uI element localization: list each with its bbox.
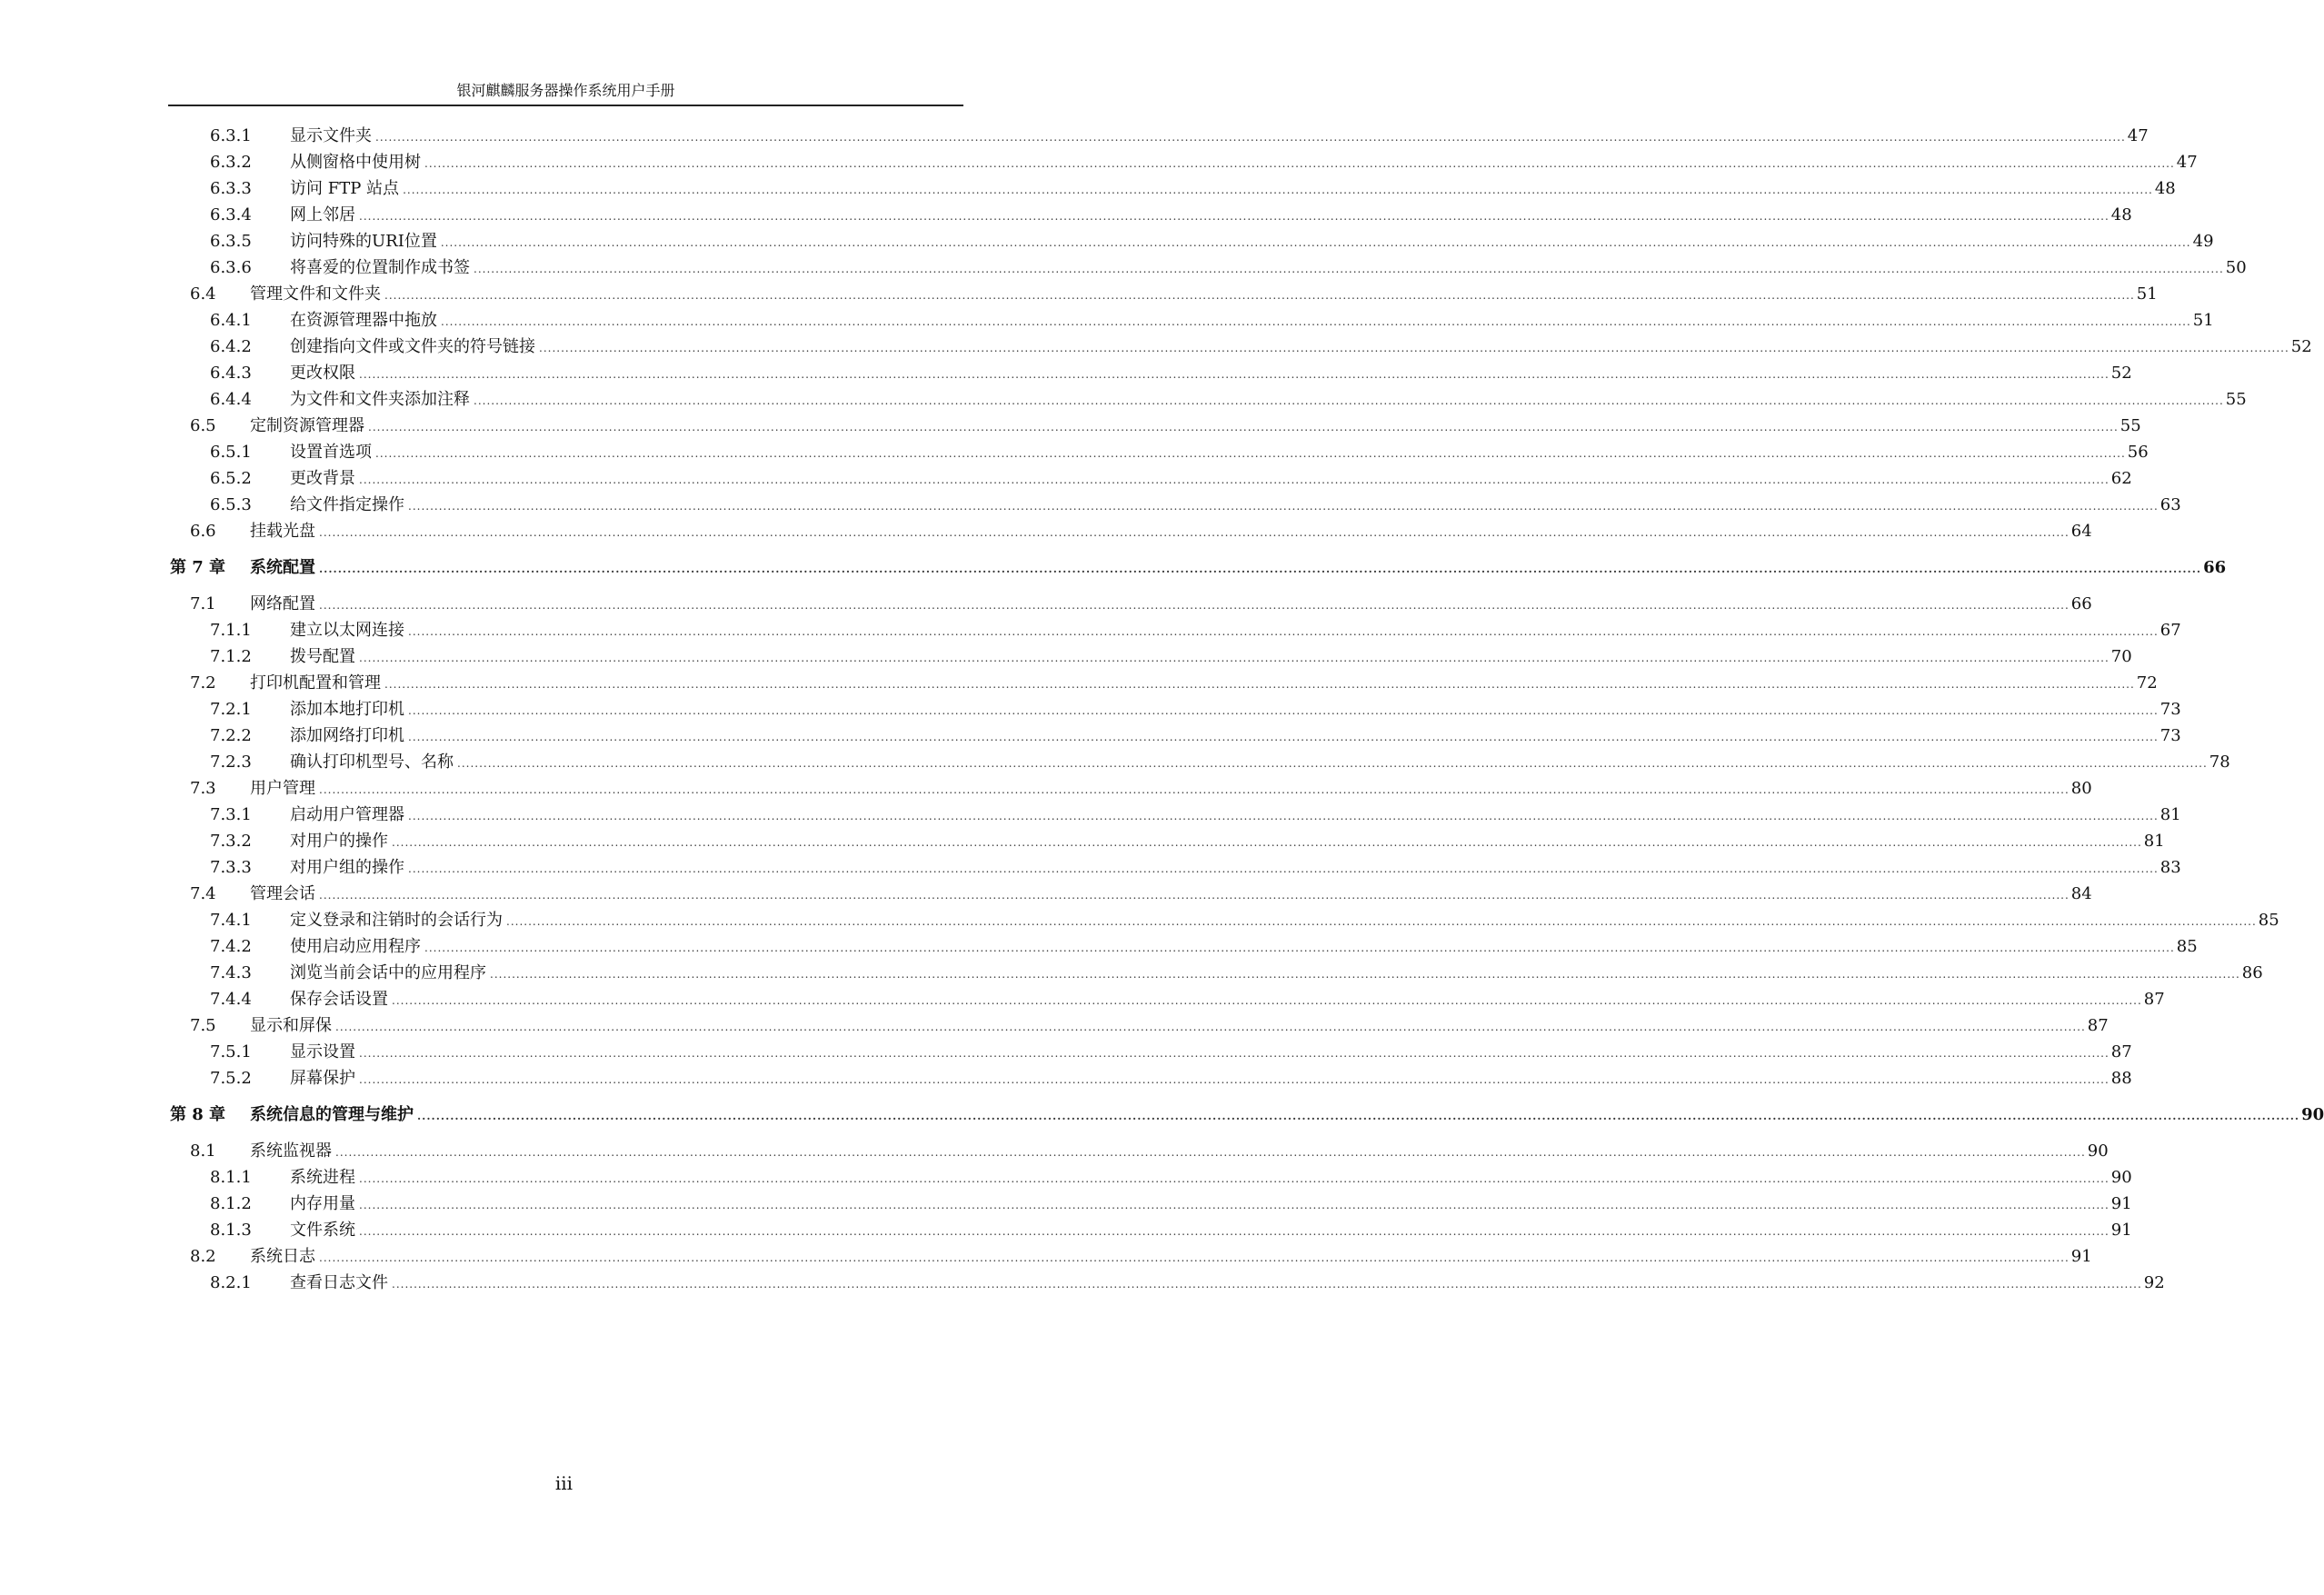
toc-entry-page: 81 xyxy=(2159,805,2181,824)
toc-entry-title: 更改背景 xyxy=(290,469,355,488)
toc-entry-page: 47 xyxy=(2127,126,2149,145)
toc-entry-number: 7.3.3 xyxy=(210,858,252,877)
toc-entry-title: 对用户组的操作 xyxy=(290,858,404,877)
toc-entry[interactable] xyxy=(0,1271,2165,1296)
toc-dot-leader: ................................................................................................................................................................................................................................................................................................................................................................................................................ xyxy=(539,342,2289,354)
toc-entry[interactable] xyxy=(0,961,2263,986)
toc-entry[interactable] xyxy=(0,334,2312,360)
toc-entry-page: 85 xyxy=(2258,911,2279,930)
toc-entry[interactable] xyxy=(0,493,2181,518)
toc-entry-number: 6.5 xyxy=(190,416,216,435)
toc-entry-title: 添加网络打印机 xyxy=(290,726,404,745)
toc-entry-number: 6.4.1 xyxy=(210,311,252,330)
toc-dot-leader: ................................................................................................................................................................................................................................................................................................................................................................................................................ xyxy=(403,184,2153,196)
toc-entry-page: 91 xyxy=(2070,1247,2092,1266)
toc-entry-title: 为文件和文件夹添加注释 xyxy=(290,390,470,409)
toc-entry-page: 88 xyxy=(2110,1069,2132,1088)
toc-entry[interactable] xyxy=(0,361,2132,386)
toc-entry-number: 8.1.1 xyxy=(210,1168,252,1187)
toc-entry-number: 6.3.3 xyxy=(210,179,252,198)
toc-entry-page: 48 xyxy=(2154,179,2176,198)
toc-dot-leader: ................................................................................................................................................................................................................................................................................................................................................................................................................ xyxy=(375,447,2126,460)
toc-entry-number: 6.5.3 xyxy=(210,495,252,514)
toc-entry-number: 7.4.3 xyxy=(210,963,252,982)
toc-entry[interactable] xyxy=(0,1040,2132,1065)
toc-dot-leader: ................................................................................................................................................................................................................................................................................................................................................................................................................ xyxy=(424,942,2175,954)
toc-entry-page: 90 xyxy=(2087,1141,2109,1161)
toc-entry-page: 73 xyxy=(2159,700,2181,719)
toc-entry-page: 83 xyxy=(2159,858,2181,877)
toc-dot-leader: ................................................................................................................................................................................................................................................................................................................................................................................................................ xyxy=(457,757,2208,770)
toc-entry-page: 92 xyxy=(2143,1273,2165,1292)
toc-dot-leader: ................................................................................................................................................................................................................................................................................................................................................................................................................ xyxy=(408,625,2159,638)
toc-entry-number: 7.1.2 xyxy=(210,647,252,666)
toc-entry[interactable] xyxy=(0,255,2247,281)
toc-entry[interactable] xyxy=(0,723,2181,749)
toc-entry-title: 对用户的操作 xyxy=(290,832,388,851)
toc-entry-title: 系统进程 xyxy=(290,1168,355,1187)
toc-entry-number: 7.3.1 xyxy=(210,805,252,824)
toc-entry[interactable] xyxy=(0,203,2132,228)
toc-entry-page: 86 xyxy=(2241,963,2263,982)
toc-dot-leader: ................................................................................................................................................................................................................................................................................................................................................................................................................ xyxy=(335,1021,2086,1033)
toc-entry-page: 72 xyxy=(2136,673,2158,693)
toc-entry-number: 6.5.1 xyxy=(210,443,252,462)
toc-entry-number: 7.3 xyxy=(190,779,216,798)
toc-entry-page: 80 xyxy=(2070,779,2092,798)
toc-dot-leader: ................................................................................................................................................................................................................................................................................................................................................................................................................ xyxy=(359,1225,2110,1238)
toc-entry-number: 8.2.1 xyxy=(210,1273,252,1292)
toc-entry[interactable] xyxy=(0,150,2198,175)
toc-entry-page: 78 xyxy=(2209,753,2230,772)
toc-entry-title: 浏览当前会话中的应用程序 xyxy=(290,963,486,982)
toc-entry-title: 网上邻居 xyxy=(290,205,355,224)
toc-entry-number: 7.5.2 xyxy=(210,1069,252,1088)
toc-dot-leader: ................................................................................................................................................................................................................................................................................................................................................................................................................ xyxy=(319,599,2070,612)
toc-dot-leader: ................................................................................................................................................................................................................................................................................................................................................................................................................ xyxy=(359,1199,2110,1211)
toc-dot-leader: ................................................................................................................................................................................................................................................................................................................................................................................................................ xyxy=(474,394,2224,407)
toc-entry[interactable] xyxy=(0,387,2247,413)
toc-entry-page: 51 xyxy=(2136,284,2158,304)
toc-entry-number: 7.4 xyxy=(190,884,216,903)
toc-entry-title: 访问 FTP 站点 xyxy=(290,179,400,198)
toc-entry-number: 8.2 xyxy=(190,1247,216,1266)
toc-dot-leader: ................................................................................................................................................................................................................................................................................................................................................................................................................ xyxy=(440,236,2191,249)
toc-entry-title: 建立以太网连接 xyxy=(290,621,404,640)
toc-dot-leader: ................................................................................................................................................................................................................................................................................................................................................................................................................ xyxy=(319,1251,2070,1264)
toc-entry[interactable] xyxy=(0,229,2214,254)
toc-entry-page: 73 xyxy=(2159,726,2181,745)
toc-entry-page: 85 xyxy=(2176,937,2198,956)
toc-entry-page: 91 xyxy=(2110,1221,2132,1240)
toc-entry-number: 6.5.2 xyxy=(210,469,252,488)
toc-entry-page: 67 xyxy=(2159,621,2181,640)
toc-dot-leader: ................................................................................................................................................................................................................................................................................................................................................................................................................ xyxy=(392,1278,2142,1291)
toc-entry[interactable] xyxy=(0,750,2230,775)
toc-dot-leader: ................................................................................................................................................................................................................................................................................................................................................................................................................ xyxy=(474,263,2224,275)
toc-entry-title: 打印机配置和管理 xyxy=(250,673,381,693)
toc-entry[interactable] xyxy=(0,1013,2109,1039)
toc-entry-number: 7.5 xyxy=(190,1016,216,1035)
toc-entry-number: 第 7 章 xyxy=(170,558,226,577)
toc-entry-title: 设置首选项 xyxy=(290,443,372,462)
toc-entry-page: 64 xyxy=(2070,522,2092,541)
toc-dot-leader: ................................................................................................................................................................................................................................................................................................................................................................................................................ xyxy=(392,994,2142,1007)
toc-entry[interactable] xyxy=(0,1139,2109,1164)
toc-entry[interactable] xyxy=(0,829,2165,854)
toc-entry-page: 81 xyxy=(2143,832,2165,851)
toc-dot-leader: ................................................................................................................................................................................................................................................................................................................................................................................................................ xyxy=(408,731,2159,743)
toc-entry-number: 6.6 xyxy=(190,522,216,541)
toc-entry-title: 系统配置 xyxy=(250,558,315,577)
toc-entry[interactable] xyxy=(0,1066,2132,1092)
toc-entry[interactable] xyxy=(0,1218,2132,1243)
toc-entry-page: 66 xyxy=(2203,558,2227,577)
toc-entry-title: 系统日志 xyxy=(250,1247,315,1266)
toc-entry[interactable] xyxy=(0,1244,2092,1270)
toc-entry[interactable] xyxy=(0,308,2214,334)
toc-entry-title: 显示文件夹 xyxy=(290,126,372,145)
toc-entry[interactable] xyxy=(0,592,2092,617)
toc-entry-page: 55 xyxy=(2225,390,2247,409)
toc-entry[interactable] xyxy=(0,908,2279,933)
toc-dot-leader: ................................................................................................................................................................................................................................................................................................................................................................................................................ xyxy=(359,652,2110,664)
toc-entry-title: 在资源管理器中拖放 xyxy=(290,311,437,330)
toc-entry-page: 90 xyxy=(2301,1105,2324,1124)
toc-dot-leader: ................................................................................................................................................................................................................................................................................................................................................................................................................ xyxy=(506,915,2257,928)
toc-entry-page: 48 xyxy=(2110,205,2132,224)
toc-dot-leader: ................................................................................................................................................................................................................................................................................................................................................................................................................ xyxy=(368,421,2119,434)
toc-entry[interactable] xyxy=(0,519,2092,544)
toc-dot-leader: ................................................................................................................................................................................................................................................................................................................................................................................................................ xyxy=(359,1047,2110,1060)
toc-entry[interactable] xyxy=(0,671,2158,696)
toc-entry[interactable] xyxy=(0,1165,2132,1191)
toc-entry-number: 7.2.2 xyxy=(210,726,252,745)
toc-entry-number: 7.4.1 xyxy=(210,911,252,930)
toc-entry-number: 6.4.3 xyxy=(210,364,252,383)
toc-entry-page: 91 xyxy=(2110,1194,2132,1213)
toc-entry[interactable] xyxy=(0,987,2165,1012)
toc-entry-title: 定制资源管理器 xyxy=(250,416,364,435)
toc-entry-title: 给文件指定操作 xyxy=(290,495,404,514)
toc-entry[interactable] xyxy=(0,802,2181,828)
toc-entry-page: 62 xyxy=(2110,469,2132,488)
toc-entry-number: 6.4 xyxy=(190,284,216,304)
toc-entry[interactable] xyxy=(0,618,2181,643)
toc-entry-title: 内存用量 xyxy=(290,1194,355,1213)
toc-dot-leader: ................................................................................................................................................................................................................................................................................................................................................................................................................ xyxy=(319,526,2070,539)
toc-entry-title: 系统信息的管理与维护 xyxy=(250,1105,414,1124)
toc-entry-title: 显示和屏保 xyxy=(250,1016,332,1035)
page-number: iii xyxy=(554,1472,574,1494)
toc-entry-page: 70 xyxy=(2110,647,2132,666)
toc-entry[interactable] xyxy=(0,440,2149,465)
toc-entry-number: 8.1.2 xyxy=(210,1194,252,1213)
toc-entry-title: 定义登录和注销时的会话行为 xyxy=(290,911,503,930)
toc-entry[interactable] xyxy=(0,124,2149,149)
toc-dot-leader: ................................................................................................................................................................................................................................................................................................................................................................................................................ xyxy=(359,1172,2110,1185)
toc-entry-page: 56 xyxy=(2127,443,2149,462)
toc-entry[interactable] xyxy=(0,282,2158,307)
toc-dot-leader: ................................................................................................................................................................................................................................................................................................................................................................................................................ xyxy=(359,210,2110,223)
toc-entry-number: 7.4.2 xyxy=(210,937,252,956)
toc-entry-page: 49 xyxy=(2192,232,2214,251)
toc-entry-title: 拨号配置 xyxy=(290,647,355,666)
toc-entry-number: 7.4.4 xyxy=(210,990,252,1009)
toc-dot-leader: ................................................................................................................................................................................................................................................................................................................................................................................................................ xyxy=(408,862,2159,875)
toc-dot-leader: ................................................................................................................................................................................................................................................................................................................................................................................................................ xyxy=(359,1073,2110,1086)
toc-entry-number: 7.3.2 xyxy=(210,832,252,851)
toc-entry[interactable] xyxy=(0,644,2132,670)
toc-dot-leader: ................................................................................................................................................................................................................................................................................................................................................................................................................ xyxy=(417,1110,2300,1122)
toc-dot-leader: ................................................................................................................................................................................................................................................................................................................................................................................................................ xyxy=(490,968,2240,981)
toc-entry-number: 7.5.1 xyxy=(210,1042,252,1062)
toc-entry-number: 7.1.1 xyxy=(210,621,252,640)
toc-dot-leader: ................................................................................................................................................................................................................................................................................................................................................................................................................ xyxy=(319,889,2070,902)
toc-dot-leader: ................................................................................................................................................................................................................................................................................................................................................................................................................ xyxy=(359,368,2110,381)
toc-dot-leader: ................................................................................................................................................................................................................................................................................................................................................................................................................ xyxy=(384,678,2135,691)
toc-entry-number: 7.2.3 xyxy=(210,753,252,772)
toc-entry[interactable] xyxy=(0,855,2181,881)
toc-dot-leader: ................................................................................................................................................................................................................................................................................................................................................................................................................ xyxy=(392,836,2142,849)
toc-entry-number: 7.2 xyxy=(190,673,216,693)
toc-entry-number: 6.4.4 xyxy=(210,390,252,409)
toc-entry-page: 51 xyxy=(2192,311,2214,330)
toc-entry-title: 查看日志文件 xyxy=(290,1273,388,1292)
toc-entry-title: 更改权限 xyxy=(290,364,355,383)
toc-entry-number: 第 8 章 xyxy=(170,1105,226,1124)
toc-entry[interactable] xyxy=(0,776,2092,802)
toc-dot-leader: ................................................................................................................................................................................................................................................................................................................................................................................................................ xyxy=(441,315,2191,328)
toc-entry-number: 6.3.4 xyxy=(210,205,252,224)
toc-entry-page: 87 xyxy=(2087,1016,2109,1035)
toc-entry-page: 87 xyxy=(2110,1042,2132,1062)
toc-entry-page: 50 xyxy=(2225,258,2247,277)
toc-entry-title: 管理文件和文件夹 xyxy=(250,284,381,304)
toc-dot-leader: ................................................................................................................................................................................................................................................................................................................................................................................................................ xyxy=(319,563,2202,575)
toc-entry[interactable] xyxy=(0,934,2198,960)
toc-dot-leader: ................................................................................................................................................................................................................................................................................................................................................................................................................ xyxy=(335,1146,2086,1159)
toc-dot-leader: ................................................................................................................................................................................................................................................................................................................................................................................................................ xyxy=(375,131,2126,144)
toc-dot-leader: ................................................................................................................................................................................................................................................................................................................................................................................................................ xyxy=(384,289,2135,302)
toc-entry-title: 管理会话 xyxy=(250,884,315,903)
toc-entry-page: 55 xyxy=(2120,416,2141,435)
toc-entry-number: 6.3.1 xyxy=(210,126,252,145)
toc-entry-page: 66 xyxy=(2070,594,2092,613)
toc-entry[interactable] xyxy=(0,176,2176,202)
toc-dot-leader: ................................................................................................................................................................................................................................................................................................................................................................................................................ xyxy=(359,474,2110,486)
toc-entry-title: 访问特殊的URI位置 xyxy=(290,232,437,251)
toc-entry-page: 52 xyxy=(2110,364,2132,383)
toc-entry-page: 90 xyxy=(2110,1168,2132,1187)
toc-dot-leader: ................................................................................................................................................................................................................................................................................................................................................................................................................ xyxy=(319,783,2070,796)
toc-entry-title: 从侧窗格中使用树 xyxy=(290,153,421,172)
toc-entry-title: 保存会话设置 xyxy=(290,990,388,1009)
toc-entry-page: 84 xyxy=(2070,884,2092,903)
toc-entry-page: 87 xyxy=(2143,990,2165,1009)
toc-entry-title: 确认打印机型号、名称 xyxy=(290,753,454,772)
toc-entry-title: 系统监视器 xyxy=(250,1141,332,1161)
toc-entry-title: 挂载光盘 xyxy=(250,522,315,541)
toc-entry-title: 网络配置 xyxy=(250,594,315,613)
toc-entry[interactable] xyxy=(0,555,2227,581)
toc-dot-leader: ................................................................................................................................................................................................................................................................................................................................................................................................................ xyxy=(424,157,2175,170)
toc-entry-title: 屏幕保护 xyxy=(290,1069,355,1088)
toc-entry-number: 6.3.2 xyxy=(210,153,252,172)
toc-entry-page: 47 xyxy=(2176,153,2198,172)
toc-entry[interactable] xyxy=(0,882,2092,907)
running-header: 银河麒麟服务器操作系统用户手册 xyxy=(456,82,675,99)
toc-entry-number: 6.3.6 xyxy=(210,258,252,277)
toc-entry-title: 创建指向文件或文件夹的符号链接 xyxy=(290,337,535,356)
toc-entry-number: 8.1.3 xyxy=(210,1221,252,1240)
toc-dot-leader: ................................................................................................................................................................................................................................................................................................................................................................................................................ xyxy=(408,704,2159,717)
toc-entry-number: 6.3.5 xyxy=(210,232,252,251)
toc-entry-title: 使用启动应用程序 xyxy=(290,937,421,956)
toc-entry-title: 用户管理 xyxy=(250,779,315,798)
toc-dot-leader: ................................................................................................................................................................................................................................................................................................................................................................................................................ xyxy=(408,500,2159,513)
toc-entry-number: 8.1 xyxy=(190,1141,216,1161)
toc-entry-title: 添加本地打印机 xyxy=(290,700,404,719)
toc-entry[interactable] xyxy=(0,1102,2324,1128)
toc-entry[interactable] xyxy=(0,466,2132,492)
toc-entry-title: 显示设置 xyxy=(290,1042,355,1062)
toc-entry-title: 启动用户管理器 xyxy=(290,805,404,824)
toc-entry-number: 7.1 xyxy=(190,594,216,613)
toc-entry[interactable] xyxy=(0,414,2141,439)
toc-entry-title: 文件系统 xyxy=(290,1221,355,1240)
toc-entry-title: 将喜爱的位置制作成书签 xyxy=(290,258,470,277)
toc-entry-page: 52 xyxy=(2290,337,2312,356)
toc-entry-page: 63 xyxy=(2159,495,2181,514)
toc-dot-leader: ................................................................................................................................................................................................................................................................................................................................................................................................................ xyxy=(408,810,2159,822)
toc-entry-number: 6.4.2 xyxy=(210,337,252,356)
toc-entry[interactable] xyxy=(0,1191,2132,1217)
toc-entry[interactable] xyxy=(0,697,2181,723)
toc-entry-number: 7.2.1 xyxy=(210,700,252,719)
